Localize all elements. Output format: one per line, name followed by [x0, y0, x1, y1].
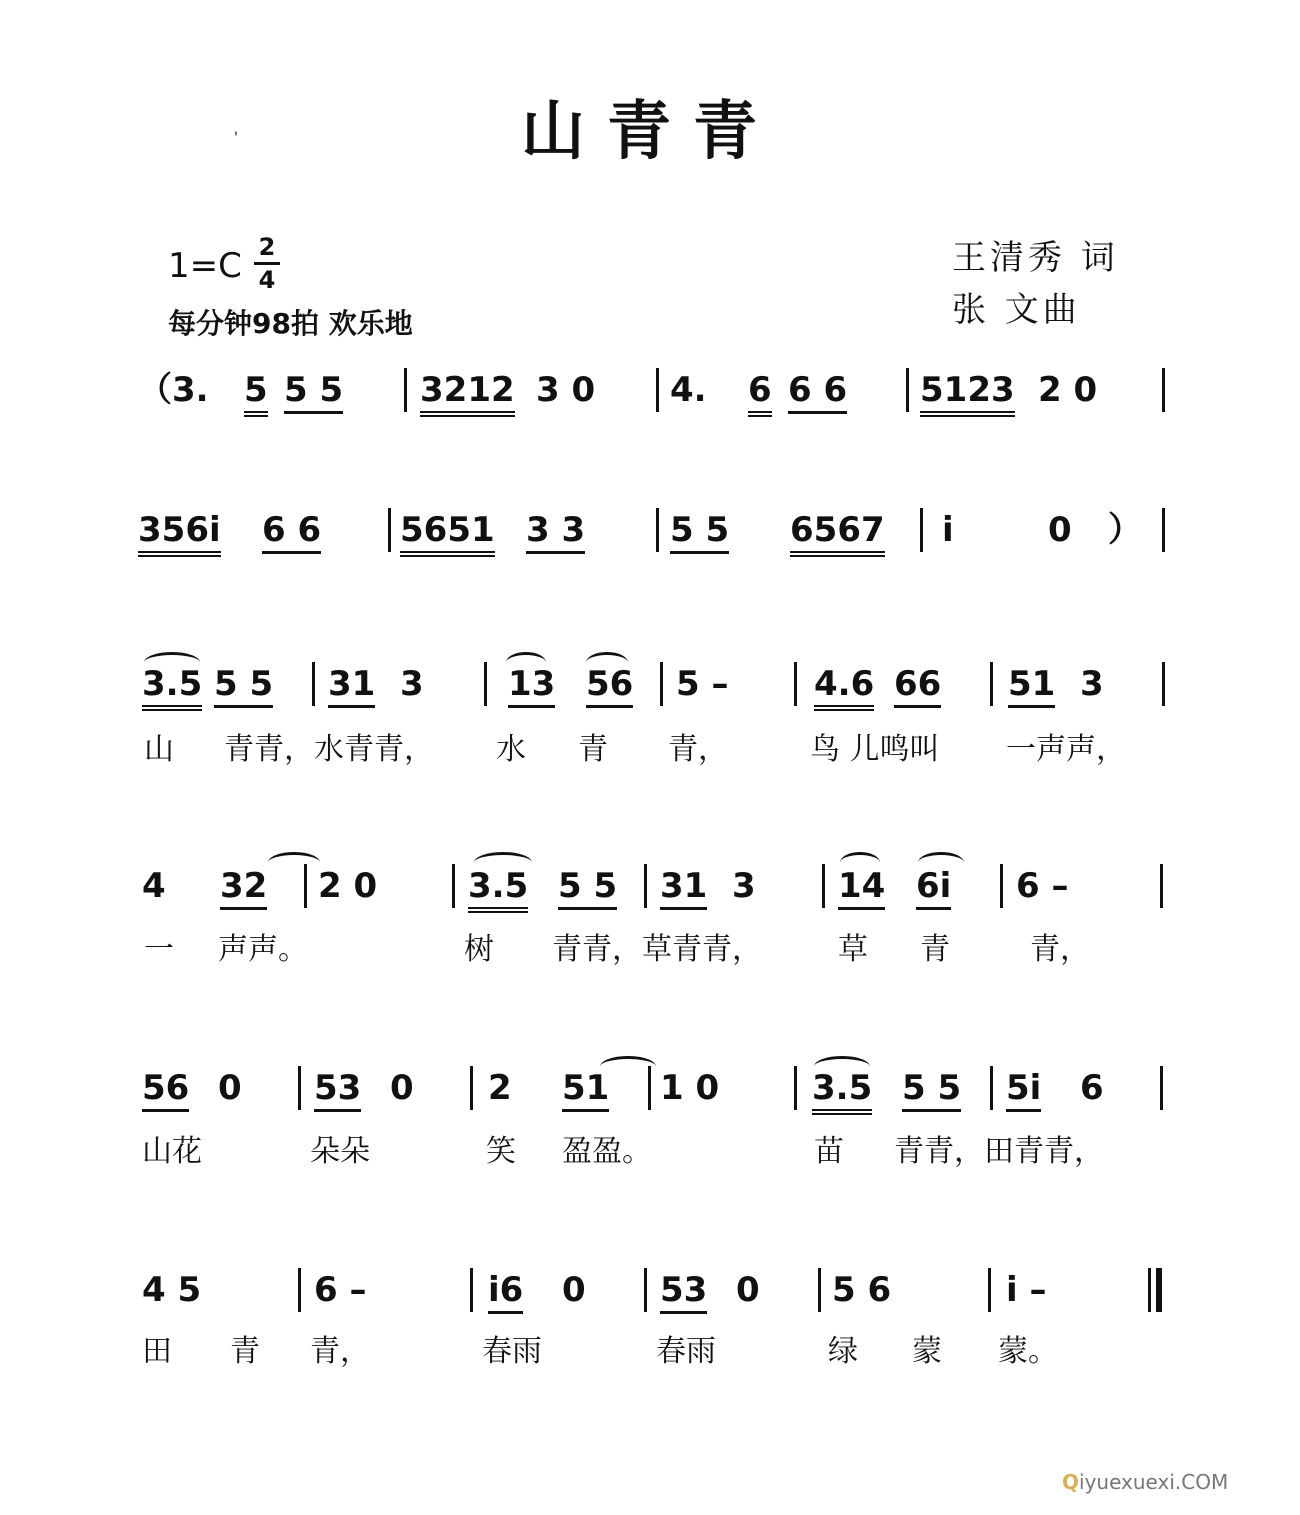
note-group: 6 –	[314, 1270, 367, 1310]
lyric: 盈盈。	[562, 1134, 652, 1169]
note-group: 3 0	[536, 370, 596, 410]
barline	[470, 1268, 473, 1312]
barline	[304, 864, 307, 908]
barline	[660, 662, 663, 706]
final-barline-thick	[1156, 1268, 1162, 1312]
tempo-marking: 每分钟98拍 欢乐地	[168, 307, 413, 340]
barline	[298, 1066, 301, 1110]
meter-top: 2	[258, 233, 276, 261]
barline	[644, 1268, 647, 1312]
lyric: 山花	[142, 1134, 202, 1169]
final-barline-thin	[1148, 1268, 1151, 1312]
note-group: ）	[1108, 510, 1142, 550]
lyric: 山	[144, 732, 174, 767]
site-watermark	[1062, 1470, 1228, 1494]
barline	[1160, 864, 1163, 908]
lyric: 青	[920, 932, 950, 967]
lyric: 青，	[668, 732, 728, 767]
notation-row-6	[138, 1270, 1178, 1310]
note-group: 2	[488, 1068, 512, 1108]
note-group: 356i	[138, 510, 221, 557]
barline	[794, 1066, 797, 1110]
note-group: 51	[1008, 664, 1055, 708]
note-group: 56	[586, 664, 633, 708]
note-group: 53	[314, 1068, 361, 1112]
note-group: 13	[508, 664, 555, 708]
notation-row-3	[138, 664, 1178, 704]
note-group: 2 0	[318, 866, 378, 906]
watermark-text: iyuexuexi.COM	[1079, 1470, 1229, 1494]
note-group: 3	[400, 664, 424, 704]
note-group: 5123	[920, 370, 1015, 417]
notation-row-4	[138, 866, 1178, 906]
note-group: 0	[1048, 510, 1072, 550]
lyric: 笑	[486, 1134, 516, 1169]
barline	[1162, 662, 1165, 706]
note-group: 3 3	[526, 510, 585, 554]
note-group: 51	[562, 1068, 609, 1112]
lyric: 一声声，	[1006, 732, 1126, 767]
barline	[484, 662, 487, 706]
barline	[1162, 508, 1165, 552]
lyric: 青，	[1030, 932, 1090, 967]
barline	[990, 662, 993, 706]
note-group: 6	[748, 370, 772, 417]
note-group: 66	[894, 664, 941, 708]
note-group: 3.5	[812, 1068, 872, 1115]
lyric: 青，	[310, 1334, 370, 1369]
meter-bottom: 4	[258, 266, 276, 294]
barline	[404, 368, 407, 412]
barline	[906, 368, 909, 412]
lyrics-row-4	[138, 930, 1178, 970]
barline	[822, 864, 825, 908]
lyric: 声声。	[218, 932, 308, 967]
lyric: 青	[230, 1334, 260, 1369]
note-group: 3	[1080, 664, 1104, 704]
lyric: 青	[578, 732, 608, 767]
note-group: 3.5	[468, 866, 528, 913]
watermark-logo-letter: Q	[1062, 1470, 1080, 1494]
note-group: 4.6	[814, 664, 874, 711]
barline	[388, 508, 391, 552]
lyric: 春雨	[482, 1334, 542, 1369]
lyric: 苗	[814, 1134, 844, 1169]
time-signature	[254, 234, 280, 293]
note-group: i	[942, 510, 954, 550]
barline	[990, 1066, 993, 1110]
note-group: 5651	[400, 510, 495, 557]
lyrics-row-5	[138, 1132, 1178, 1172]
note-group: i6	[488, 1270, 523, 1314]
barline	[818, 1268, 821, 1312]
lyric: 蒙。	[998, 1334, 1058, 1369]
lyric: 青青，田青青，	[894, 1134, 1104, 1169]
lyrics-row-6	[138, 1332, 1178, 1372]
barline	[656, 368, 659, 412]
note-group: 3212	[420, 370, 515, 417]
barline	[988, 1268, 991, 1312]
note-group: 14	[838, 866, 885, 910]
note-group: 5 –	[676, 664, 729, 704]
note-group: 5 5	[284, 370, 343, 414]
note-group: 31	[660, 866, 707, 910]
note-group: 3.5	[142, 664, 202, 711]
lyric: 树	[464, 932, 494, 967]
note-group: 6 6	[262, 510, 321, 554]
note-group: 4.	[670, 370, 707, 410]
barline	[1000, 864, 1003, 908]
note-group: 6 6	[788, 370, 847, 414]
note-group: 4 5	[142, 1270, 202, 1310]
note-group: 3	[732, 866, 756, 906]
notation-row-5	[138, 1068, 1178, 1108]
note-group: i –	[1006, 1270, 1047, 1310]
composer-credit: 张 文曲	[952, 290, 1081, 330]
lyric: 鸟 儿鸣叫	[810, 732, 940, 767]
lyric: 绿	[828, 1334, 858, 1369]
lyric: 一	[144, 932, 174, 967]
barline	[312, 662, 315, 706]
note-group: 0	[390, 1068, 414, 1108]
lyric: 青青，草青青，	[552, 932, 762, 967]
note-group: 4	[142, 866, 166, 906]
note-group: 5 5	[670, 510, 729, 554]
lyric: 朵朵	[310, 1134, 370, 1169]
note-group: 5 5	[558, 866, 617, 910]
lyrics-row-3	[138, 730, 1178, 770]
barline	[794, 662, 797, 706]
note-group: 6 –	[1016, 866, 1069, 906]
barline	[1160, 1066, 1163, 1110]
note-group: 0	[562, 1270, 586, 1310]
lyricist-credit: 王清秀 词	[952, 238, 1119, 278]
lyric: 水	[496, 732, 526, 767]
barline	[452, 864, 455, 908]
meter-bar	[254, 262, 280, 265]
note-group: 5 6	[832, 1270, 892, 1310]
note-group: 2 0	[1038, 370, 1098, 410]
lyric: 青青，水青青，	[224, 732, 434, 767]
note-group: 6	[1080, 1068, 1104, 1108]
note-group: 31	[328, 664, 375, 708]
lyric: 春雨	[656, 1334, 716, 1369]
barline	[920, 508, 923, 552]
barline	[470, 1066, 473, 1110]
lyric: 蒙	[912, 1334, 942, 1369]
barline	[298, 1268, 301, 1312]
note-group: 53	[660, 1270, 707, 1314]
song-title: 山青青	[521, 94, 779, 169]
key-signature: 1=C	[168, 246, 242, 286]
note-group: 5 5	[214, 664, 273, 708]
lyric: 田	[142, 1334, 172, 1369]
note-group: 5	[244, 370, 268, 417]
note-group: 56	[142, 1068, 189, 1112]
note-group: 0	[736, 1270, 760, 1310]
stray-mark: '	[234, 130, 238, 146]
barline	[648, 1066, 651, 1110]
note-group: 1 0	[660, 1068, 720, 1108]
note-group: （3.	[138, 370, 209, 410]
barline	[644, 864, 647, 908]
note-group: 5i	[1006, 1068, 1041, 1112]
note-group: 5 5	[902, 1068, 961, 1112]
note-group: 6i	[916, 866, 951, 910]
barline	[656, 508, 659, 552]
note-group: 0	[218, 1068, 242, 1108]
lyric: 草	[838, 932, 868, 967]
note-group: 32	[220, 866, 267, 910]
barline	[1162, 368, 1165, 412]
note-group: 6567	[790, 510, 885, 557]
